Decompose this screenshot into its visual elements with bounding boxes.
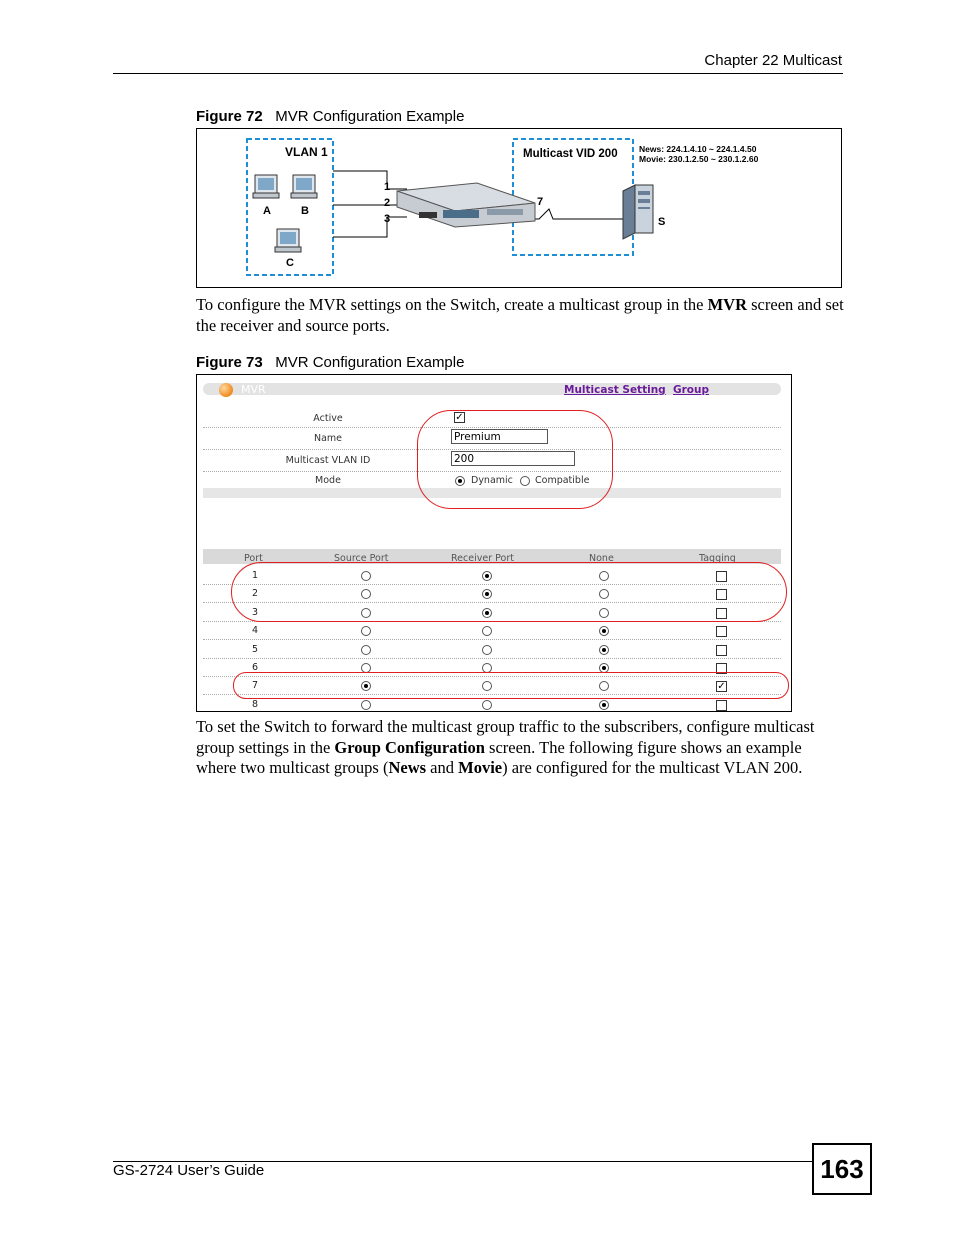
- p2-text-d: ) are configured for the multicast VLAN 200.: [502, 758, 803, 777]
- row-divider: [203, 658, 781, 659]
- news-range-label: News: 224.1.4.10 ~ 224.1.4.50: [639, 144, 757, 154]
- server-icon: [623, 185, 653, 239]
- cable-port-1: [333, 171, 407, 189]
- col-source-port: Source Port: [334, 553, 389, 564]
- computer-a-icon: [253, 175, 279, 198]
- col-none: None: [589, 553, 614, 564]
- group-configuration-link[interactable]: Group: [673, 384, 710, 396]
- mvr-tab-icon: [219, 383, 233, 397]
- receiver-port-radio[interactable]: [482, 626, 492, 636]
- server-label: S: [658, 216, 666, 228]
- none-radio[interactable]: [599, 700, 609, 710]
- header-rule: [113, 73, 843, 74]
- source-port-radio[interactable]: [361, 645, 371, 655]
- switch-port-block-2: [443, 210, 479, 218]
- port-3-label: 3: [384, 213, 391, 225]
- port-number: 7: [252, 680, 259, 691]
- multicast-vlan-id-input[interactable]: 200: [451, 451, 575, 466]
- mode-dynamic-label: Dynamic: [471, 475, 513, 486]
- mvr-screen: [196, 374, 792, 712]
- figure-73-title: MVR Configuration Example: [275, 354, 465, 371]
- col-receiver-port: Receiver Port: [451, 553, 514, 564]
- name-label: Name: [313, 433, 343, 444]
- multicast-vid-label: Multicast VID 200: [523, 148, 618, 160]
- tagging-checkbox[interactable]: [716, 700, 727, 711]
- tagging-checkbox[interactable]: [716, 626, 727, 637]
- receiver-port-radio[interactable]: [482, 700, 492, 710]
- p1-bold-mvr: MVR: [707, 295, 748, 314]
- p2-bold-movie: Movie: [458, 758, 503, 777]
- multicast-vlan-id-label: Multicast VLAN ID: [285, 455, 371, 466]
- mode-label: Mode: [315, 475, 341, 486]
- port-number: 5: [252, 644, 259, 655]
- computer-b-icon: [291, 175, 317, 198]
- cable-port-3: [333, 217, 407, 237]
- receiver-port-radio[interactable]: [482, 645, 492, 655]
- port-number: 1: [252, 570, 259, 581]
- movie-range-label: Movie: 230.1.2.50 ~ 230.1.2.60: [639, 154, 759, 164]
- port-7-label: 7: [537, 196, 544, 208]
- figure-72-caption: [196, 108, 464, 125]
- p2-bold-group-configuration: Group Configuration: [334, 737, 485, 757]
- p2-text-c: and: [426, 758, 459, 777]
- p2-bold-news: News: [388, 758, 427, 777]
- source-port-radio[interactable]: [361, 700, 371, 710]
- host-a-label: A: [263, 205, 271, 217]
- host-c-label: C: [286, 257, 294, 269]
- switch-port-block-1: [419, 212, 437, 218]
- source-port-radio[interactable]: [361, 626, 371, 636]
- name-input[interactable]: Premium: [451, 429, 548, 444]
- p2-text-a: To set the Switch to forward the multicast group traffic to the subscribers, configure multicast group settings in the: [196, 717, 815, 757]
- paragraph-mvr-intro: [196, 295, 846, 336]
- mode-compatible-label: Compatible: [535, 475, 590, 486]
- multicast-setting-link[interactable]: Multicast Setting: [564, 384, 666, 396]
- chapter-header: Chapter 22 Multicast: [704, 52, 842, 69]
- tagging-checkbox[interactable]: [716, 645, 727, 656]
- p2-text-b: screen. The following figure shows an example where two multicast groups (: [196, 737, 802, 777]
- host-b-label: B: [301, 205, 309, 217]
- port-number: 3: [252, 607, 259, 618]
- vlan1-box: [247, 139, 333, 275]
- figure-73-caption: [196, 354, 464, 371]
- port-1-label: 1: [384, 181, 391, 193]
- page-number: 163: [812, 1143, 872, 1195]
- col-tagging: Tagging: [699, 553, 736, 564]
- p1-text-b: screen and set the receiver and source ports.: [196, 295, 844, 335]
- paragraph-group-config: [196, 717, 846, 779]
- footer-guide-title: GS-2724 User’s Guide: [113, 1162, 265, 1179]
- row-divider: [203, 639, 781, 640]
- computer-c-icon: [275, 229, 301, 252]
- col-port: Port: [244, 553, 263, 564]
- port-number: 4: [252, 625, 259, 636]
- figure-72-frame: [196, 128, 842, 288]
- port-number: 6: [252, 662, 259, 673]
- tagging-checkbox[interactable]: ✓: [717, 681, 726, 692]
- highlight-receiver-rows-oval: [231, 562, 787, 622]
- vlan1-label: VLAN 1: [285, 145, 328, 159]
- highlight-source-row-oval: [233, 672, 789, 699]
- port-number: 2: [252, 588, 259, 599]
- port-number: 8: [252, 699, 259, 710]
- active-checkbox[interactable]: ✓: [455, 412, 464, 423]
- figure-73-label: Figure 73: [196, 354, 263, 371]
- p1-text-a: To configure the MVR settings on the Switch, create a multicast group in the: [196, 295, 708, 314]
- figure-72-title: MVR Configuration Example: [275, 108, 465, 125]
- none-radio[interactable]: [599, 645, 609, 655]
- figure-72-label: Figure 72: [196, 108, 263, 125]
- none-radio[interactable]: [599, 626, 609, 636]
- mvr-tab-title: MVR: [241, 383, 266, 396]
- active-label: Active: [313, 413, 343, 424]
- port-2-label: 2: [384, 197, 391, 209]
- switch-port-block-3: [487, 209, 523, 215]
- highlight-settings-oval: [417, 410, 613, 509]
